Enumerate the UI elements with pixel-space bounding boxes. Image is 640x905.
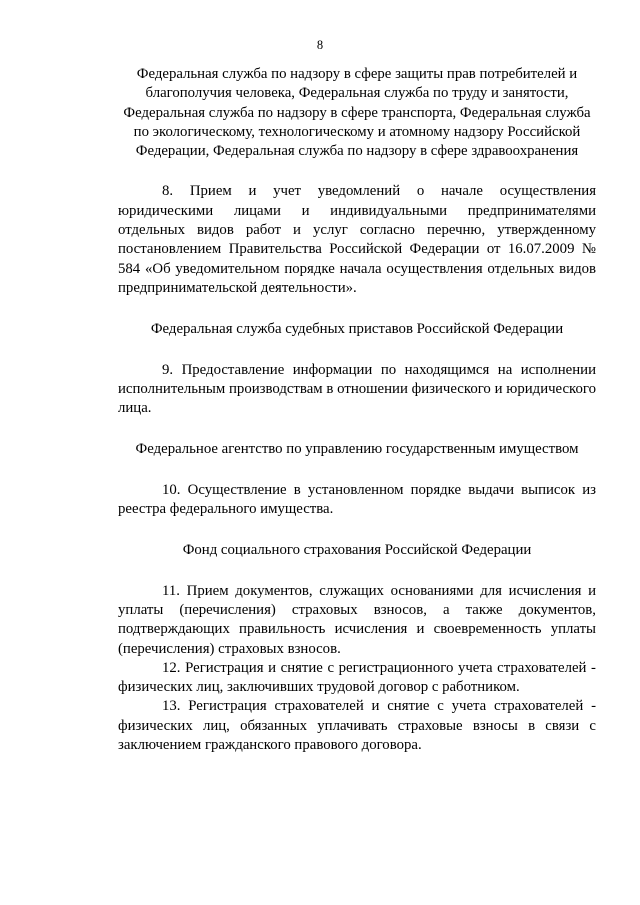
list-item-11: 11. Прием документов, служащих основаниями для исчисления и уплаты (перечисления) страховых взносов, а также документов, подтверждающих правильность исчисления и своевременность уплаты (перечисления) страховых взносов.	[118, 582, 596, 657]
section-heading-state-property-agency: Федеральное агентство по управлению государственным имуществом	[135, 441, 579, 458]
section-heading-consumer-rights-transport-ecology-health: Федеральная служба по надзору в сфере защиты прав потребителей и благополучия человека, Федеральная служба по труду и занятости, Федеральная служба по надзору в сфере транспорта, Федеральная служба по экологическому, технологическому и атомному надзору Российской Федерации, Федеральная служба по надзору в сфере здравоохранения	[123, 66, 591, 160]
list-item-12: 12. Регистрация и снятие с регистрационного учета страхователей - физических лиц, заключивших трудовой договор с работником.	[118, 659, 596, 696]
list-item-9: 9. Предоставление информации по находящимся на исполнении исполнительным производствам в отношении физического и юридического лица.	[118, 361, 596, 417]
document-body	[118, 65, 596, 755]
section-heading-social-insurance-fund: Фонд социального страхования Российской Федерации	[182, 542, 532, 559]
list-item-8: 8. Прием и учет уведомлений о начале осуществления юридическими лицами и индивидуальными предпринимателями отдельных видов работ и услуг согласно перечню, утвержденному постановлением Правительства Российской Федерации от 16.07.2009 № 584 «Об уведомительном порядке начала осуществления отдельных видов предпринимательской деятельности».	[118, 183, 596, 296]
list-item-10: 10. Осуществление в установленном порядке выдачи выписок из реестра федерального имущества.	[118, 481, 596, 518]
list-item-13: 13. Регистрация страхователей и снятие с учета страхователей - физических лиц, обязанных уплачивать страховые взносы в связи с заключением гражданского правового договора.	[118, 698, 596, 754]
section-heading-bailiffs-service: Федеральная служба судебных приставов Российской Федерации	[150, 321, 564, 338]
page-number: 8	[316, 38, 324, 52]
